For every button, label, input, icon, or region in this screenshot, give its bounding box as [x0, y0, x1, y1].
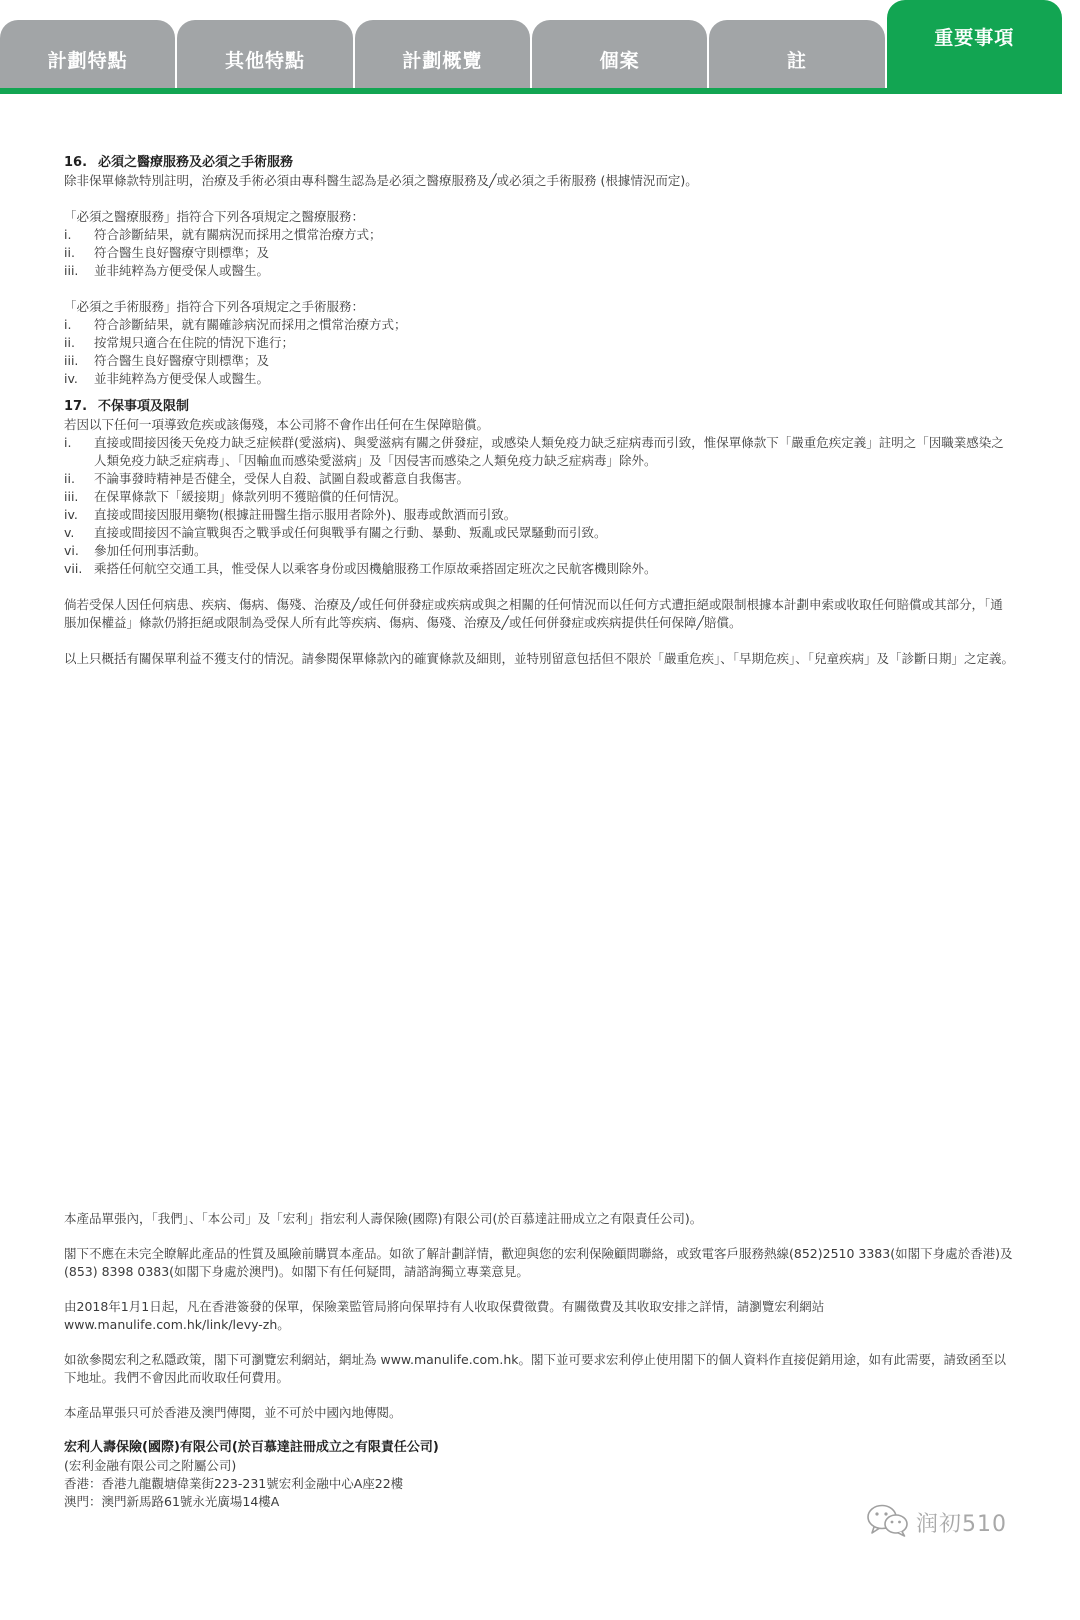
footer-distribution-notice: 本產品單張只可於香港及澳門傳閱，並不可於中國內地傳閱。: [64, 1405, 402, 1420]
section-17-title: 不保事項及限制: [98, 399, 190, 414]
list-item: [64, 524, 1014, 542]
hong-kong-address: 香港：香港九龍觀塘偉業街223-231號宏利金融中心A座22樓: [64, 1476, 404, 1491]
footer-levy-notice: 由2018年1月1日起，凡在香港簽發的保單，保險業監管局將向保單持有人收取保費徵費。有關徵費及其收取安排之詳情，請瀏覽宏利網站www.manulife.com.hk/link/levy-zh。: [64, 1299, 825, 1332]
footer-risk-notice: 閣下不應在未完全瞭解此產品的性質及風險前購買本產品。如欲了解計劃詳情，歡迎與您的宏利保險顧問聯絡，或致電客戶服務熱線(852)2510 3383(如閣下身處於香港)及 (853) 8398 0383(如閣下身處於澳門)。如閣下有任何疑問，請諮詢獨立專業意見。: [64, 1246, 1013, 1279]
list-marker: ii.: [64, 471, 75, 486]
footer: [64, 1210, 1014, 1511]
list-marker: i.: [64, 435, 72, 450]
list-text: 並非純粹為方便受保人或醫生。: [94, 263, 270, 278]
list-text: 符合診斷結果，就有關確診病況而採用之慣常治療方式；: [94, 317, 407, 332]
list-marker: vii.: [64, 561, 83, 576]
list-item: [64, 244, 1014, 262]
list-item: [64, 470, 1014, 488]
tab-underline: [0, 88, 1062, 94]
watermark: [866, 1500, 1036, 1544]
list-item: [64, 506, 1014, 524]
section-17-intro: 若因以下任何一項導致危疾或該傷殘，本公司將不會作出任何在生保障賠償。: [64, 417, 490, 432]
list-marker: i.: [64, 317, 72, 332]
list-text: 乘搭任何航空交通工具，惟受保人以乘客身份或因機艙服務工作原故乘搭固定班次之民航客機則除外。: [94, 561, 657, 576]
medical-services-intro: 「必須之醫療服務」指符合下列各項規定之醫療服務：: [64, 209, 365, 224]
footer-privacy-notice: 如欲參閱宏利之私隱政策，閣下可瀏覽宏利網站，網址為 www.manulife.com.hk。閣下並可要求宏利停止使用閣下的個人資料作直接促銷用途，如有此需要，請致函至以下地址。我們不會因此而收取任何費用。: [64, 1352, 1006, 1385]
list-marker: vi.: [64, 543, 79, 558]
tab-other-features[interactable]: 其他特點: [177, 20, 352, 90]
list-item: [64, 262, 1014, 280]
section-16-number: 16.: [64, 155, 88, 170]
list-marker: ii.: [64, 335, 75, 350]
list-text: 符合醫生良好醫療守則標準；及: [94, 245, 270, 260]
list-text: 直接或間接因後天免疫力缺乏症候群(愛滋病)、與愛滋病有關之併發症，或感染人類免疫力缺乏症病毒而引致，惟保單條款下「嚴重危疾定義」註明之「因職業感染之人類免疫力缺乏症病毒」、「因輸血而感染愛滋病」及「因侵害而感染之人類免疫力缺乏症病毒」除外。: [94, 435, 1004, 468]
list-text: 不論事發時精神是否健全，受保人自殺、試圖自殺或蓄意自我傷害。: [94, 471, 470, 486]
tab-plan-overview[interactable]: 計劃概覽: [355, 20, 530, 90]
macau-address: 澳門：澳門新馬路61號永光廣場14樓A: [64, 1494, 280, 1509]
list-item: [64, 560, 1014, 578]
list-item: [64, 488, 1014, 506]
list-text: 直接或間接因服用藥物(根據註冊醫生指示服用者除外)、服毒或飲酒而引致。: [94, 507, 517, 522]
section-16-title: 必須之醫療服務及必須之手術服務: [98, 155, 294, 170]
tab-plan-features[interactable]: 計劃特點: [0, 20, 175, 90]
list-item: [64, 370, 1014, 388]
tab-important-notes[interactable]: 重要事項: [887, 0, 1062, 90]
list-item: [64, 334, 1014, 352]
list-marker: iv.: [64, 507, 78, 522]
list-marker: iii.: [64, 353, 79, 368]
list-marker: ii.: [64, 245, 75, 260]
list-item: [64, 352, 1014, 370]
company-name: 宏利人壽保險(國際)有限公司(於百慕達註冊成立之有限責任公司): [64, 1440, 439, 1455]
list-item: [64, 316, 1014, 334]
tab-case-study[interactable]: 個案: [532, 20, 707, 90]
list-marker: iv.: [64, 371, 78, 386]
list-item: [64, 542, 1014, 560]
list-text: 參加任何刑事活動。: [94, 543, 207, 558]
list-text: 在保單條款下「緩接期」條款列明不獲賠償的任何情況。: [94, 489, 407, 504]
list-marker: v.: [64, 525, 75, 540]
list-item: [64, 226, 1014, 244]
list-marker: iii.: [64, 263, 79, 278]
list-text: 按常規只適合在住院的情況下進行；: [94, 335, 295, 350]
wechat-icon: [866, 1502, 910, 1542]
list-text: 符合診斷結果，就有關病況而採用之慣常治療方式；: [94, 227, 382, 242]
footer-definitions: 本產品單張內，「我們」、「本公司」及「宏利」指宏利人壽保險(國際)有限公司(於百慕達註冊成立之有限責任公司)。: [64, 1211, 703, 1226]
list-text: 直接或間接因不論宣戰與否之戰爭或任何與戰爭有關之行動、暴動、叛亂或民眾騷動而引致。: [94, 525, 607, 540]
section-16-heading: [64, 154, 1014, 172]
watermark-text: 润初510: [916, 1511, 1007, 1537]
section-16-intro: 除非保單條款特別註明，治療及手術必須由專科醫生認為是必須之醫療服務及╱或必須之手術服務 (根據情況而定)。: [64, 173, 698, 188]
summary-paragraph: 以上只概括有關保單利益不獲支付的情況。請參閱保單條款內的確實條款及細則，並特別留意包括但不限於「嚴重危疾」、「早期危疾」、「兒童疾病」及「診斷日期」之定義。: [64, 651, 1015, 666]
list-text: 並非純粹為方便受保人或醫生。: [94, 371, 270, 386]
list-marker: iii.: [64, 489, 79, 504]
tab-row: [0, 20, 1062, 90]
inflation-protection-paragraph: 倘若受保人因任何病患、疾病、傷病、傷殘、治療及╱或任何併發症或疾病或與之相關的任何情況而以任何方式遭拒絕或限制根據本計劃申索或收取任何賠償或其部分，「通脹加保權益」條款仍將拒絕或限制為受保人所有此等疾病、傷病、傷殘、治療及╱或任何併發症或疾病提供任何保障╱賠償。: [64, 597, 1003, 630]
list-item: [64, 434, 1014, 470]
company-subsidiary: (宏利金融有限公司之附屬公司): [64, 1458, 237, 1473]
main-content: [64, 154, 1014, 668]
list-marker: i.: [64, 227, 72, 242]
tab-notes[interactable]: 註: [709, 20, 884, 90]
tab-bar: [0, 0, 1080, 95]
surgical-services-intro: 「必須之手術服務」指符合下列各項規定之手術服務：: [64, 299, 365, 314]
section-17-number: 17.: [64, 399, 88, 414]
section-17-heading: [64, 398, 1014, 416]
list-text: 符合醫生良好醫療守則標準；及: [94, 353, 270, 368]
